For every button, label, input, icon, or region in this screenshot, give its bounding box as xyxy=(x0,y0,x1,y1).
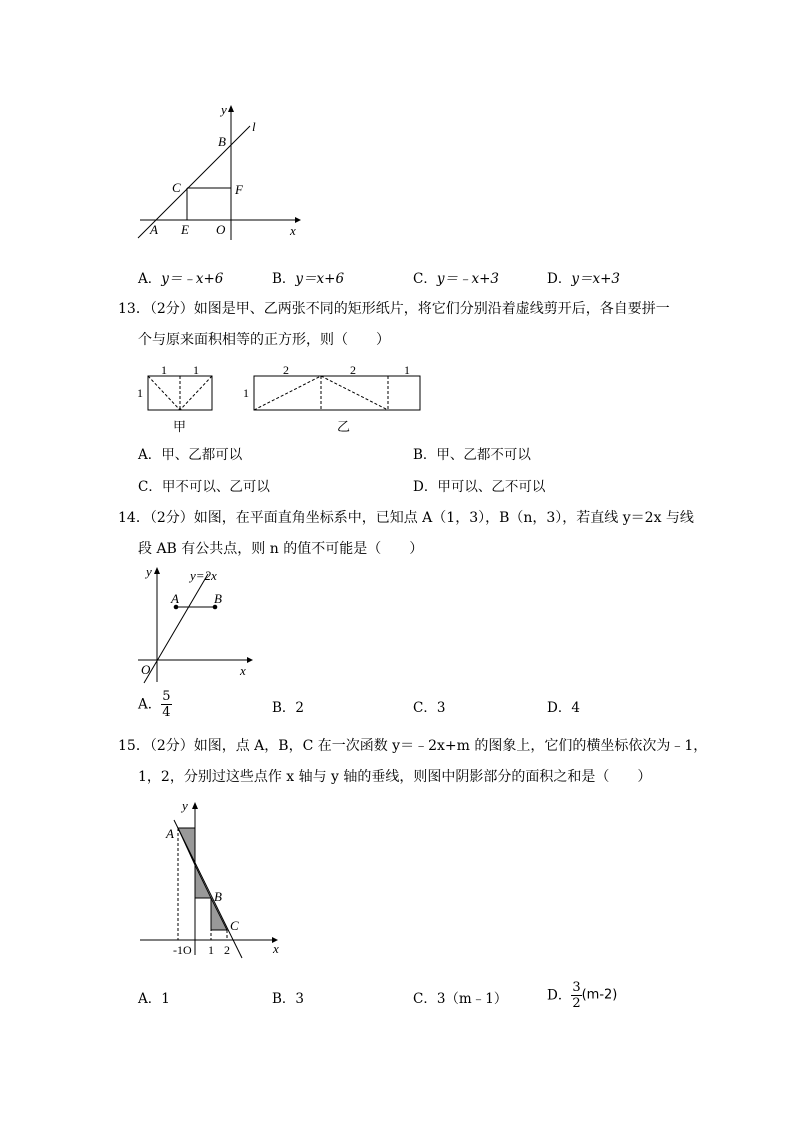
q14-figure xyxy=(130,560,260,685)
q14-label-a: A xyxy=(171,591,179,606)
q12-option-d[interactable]: D．y＝x+3 xyxy=(547,271,620,287)
q15-figure xyxy=(130,795,290,960)
q14-label-o: O xyxy=(141,662,151,677)
q12-label-y: y xyxy=(221,102,227,117)
q13-yi-dash-diag1 xyxy=(254,376,321,410)
q12-label-b: B xyxy=(218,134,226,149)
q12-x-arrow xyxy=(295,217,301,223)
q15-label-c: C xyxy=(230,918,239,933)
q14-x-arrow xyxy=(247,657,253,663)
q13-stem-line1: 13．（2分）如图是甲、乙两张不同的矩形纸片，将它们分别沿着虚线剪开后，各自要拼一 xyxy=(118,301,670,317)
q13-option-b[interactable]: B．甲、乙都不可以 xyxy=(413,447,531,463)
q15-option-c[interactable]: C．3（m﹣1） xyxy=(413,991,508,1007)
q13-jia-dash-right xyxy=(180,376,212,410)
q12-option-c[interactable]: C．y＝﹣x+3 xyxy=(413,271,499,287)
q12-label-f: F xyxy=(235,182,243,197)
q15-y-arrow xyxy=(192,802,198,809)
q15-label-tick1: 1 xyxy=(208,943,214,957)
q13-jia-top1: 1 xyxy=(161,363,167,377)
q15-stem-line2: 1，2，分别过这些点作 x 轴与 y 轴的垂线，则图中阴影部分的面积之和是（ ） xyxy=(138,769,652,785)
q12-figure xyxy=(130,100,310,240)
q15-line xyxy=(174,820,242,958)
q13-option-c[interactable]: C．甲不可以、乙可以 xyxy=(138,479,270,495)
q13-jia-top2: 1 xyxy=(193,363,199,377)
q13-yi-top3: 1 xyxy=(404,363,410,377)
q13-jia-dash-left xyxy=(148,376,180,410)
q12-label-l: l xyxy=(252,119,256,134)
q12-label-c: C xyxy=(172,180,181,195)
q13-option-d[interactable]: D．甲可以、乙不可以 xyxy=(413,479,546,495)
q14-stem-line2: 段 AB 有公共点，则 n 的值不可能是（ ） xyxy=(138,541,424,557)
q13-jia-name: 甲 xyxy=(173,419,187,434)
q14-option-a[interactable]: A． $\frac{5}{4}$ xyxy=(138,689,171,720)
q12-label-x: x xyxy=(290,223,296,238)
q15-label-tick2: 2 xyxy=(224,943,230,957)
q15-option-a[interactable]: A．1 xyxy=(138,991,170,1007)
q13-yi-left: 1 xyxy=(243,386,249,400)
q15-label-b: B xyxy=(214,889,222,904)
q14-stem-line1: 14．（2分）如图，在平面直角坐标系中，已知点 A（1，3），B（n，3），若直线 y＝2x 与线 xyxy=(118,510,694,526)
q14-option-a-fraction: $\frac{5}{4}$ xyxy=(162,689,171,720)
q12-label-a: A xyxy=(150,222,158,237)
q15-label-a: A xyxy=(166,826,174,841)
q14-option-d[interactable]: D．4 xyxy=(547,700,580,716)
q13-yi-top1: 2 xyxy=(283,363,289,377)
q14-label-b: B xyxy=(214,591,222,606)
q12-y-arrow xyxy=(228,105,234,112)
q15-label-origin: -1O xyxy=(173,943,192,957)
q15-shade-b xyxy=(195,865,211,898)
q15-option-d[interactable]: D． $\frac{3}{2}$ (m-2) xyxy=(547,980,618,1011)
q13-stem-line2: 个与原来面积相等的正方形，则（ ） xyxy=(138,332,390,348)
q13-yi-rect xyxy=(254,376,420,410)
q15-stem-line1: 15．（2分）如图，点 A，B，C 在一次函数 y＝﹣2x+m 的图象上，它们的横坐标依次为﹣1， xyxy=(118,738,708,754)
q12-label-e: E xyxy=(181,222,189,237)
q14-label-x: x xyxy=(240,663,246,678)
q14-option-c[interactable]: C．3 xyxy=(413,700,446,716)
q14-option-b[interactable]: B．2 xyxy=(272,700,305,716)
q13-option-a[interactable]: A．甲、乙都可以 xyxy=(138,447,243,463)
q12-option-b[interactable]: B．y＝x+6 xyxy=(272,271,345,287)
q12-label-o: O xyxy=(216,222,226,237)
q14-y-arrow xyxy=(154,567,160,574)
q15-label-y: y xyxy=(182,798,188,813)
q13-yi-dash-diag2 xyxy=(321,376,388,410)
q13-figure xyxy=(130,360,430,438)
q15-option-b[interactable]: B．3 xyxy=(272,991,305,1007)
q13-yi-top2: 2 xyxy=(350,363,356,377)
q15-label-x: x xyxy=(273,941,279,956)
q14-label-y: y xyxy=(146,564,152,579)
q13-yi-name: 乙 xyxy=(337,419,351,434)
q14-label-line: y=2x xyxy=(190,568,217,583)
q13-jia-left: 1 xyxy=(137,386,143,400)
q12-option-a[interactable]: A．y＝﹣x+6 xyxy=(138,271,224,287)
q15-option-d-fraction: $\frac{3}{2}$ xyxy=(572,980,581,1011)
